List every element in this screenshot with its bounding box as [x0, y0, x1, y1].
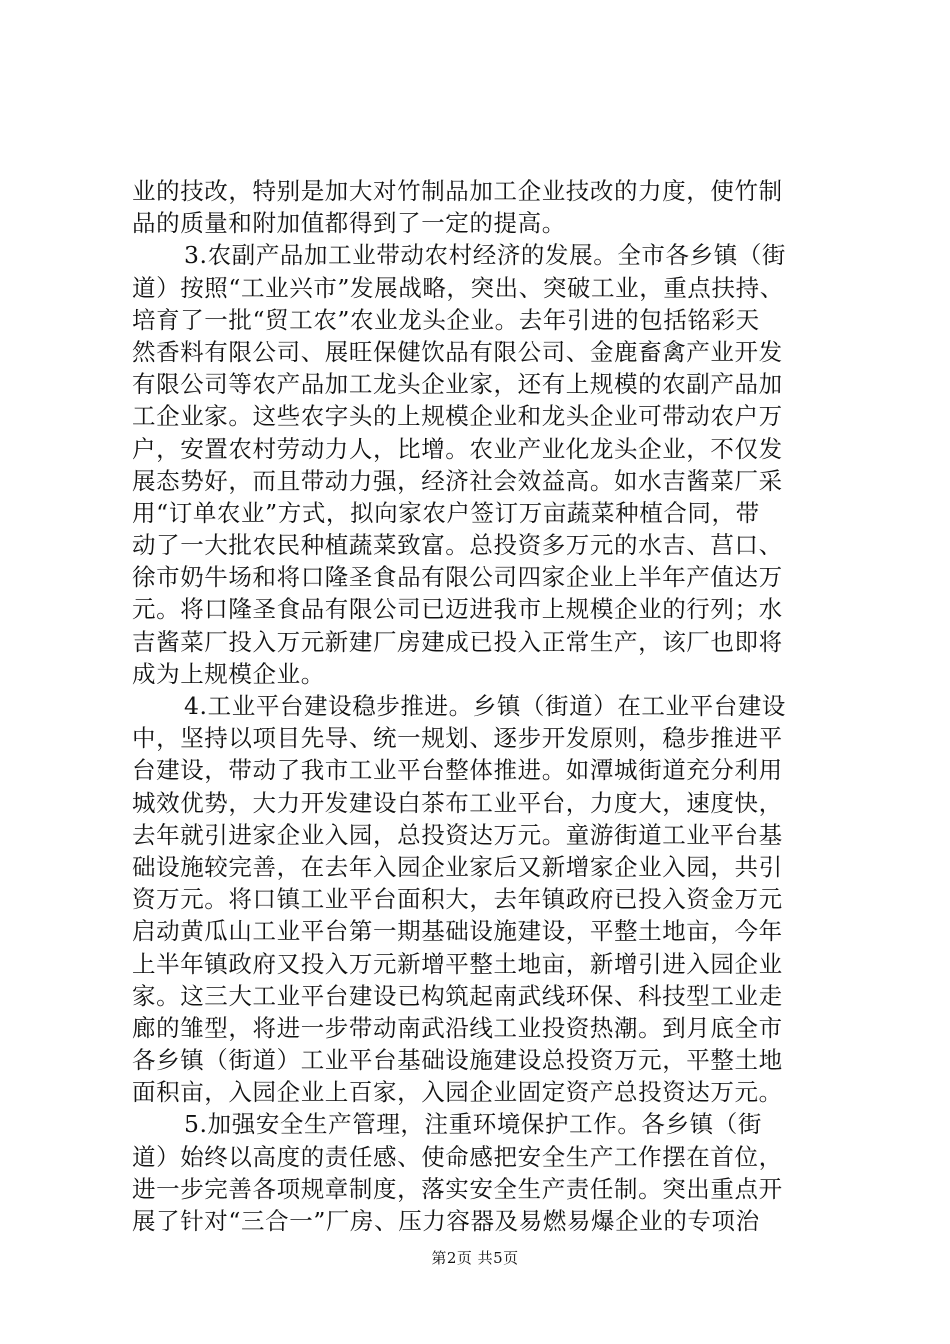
text-line: 础设施较完善，在去年入园企业家后又新增家企业入园，共引 — [132, 852, 783, 881]
text-line: 面积亩，入园企业上百家，入园企业固定资产总投资达万元。 — [132, 1078, 783, 1107]
paragraph-heading-3: 3.农副产品加工业带动农村经济的发展。全市各乡镇（街 — [184, 241, 787, 270]
text-line: 廊的雏型，将进一步带动南武沿线工业投资热潮。到月底全市 — [132, 1013, 783, 1042]
body-text — [132, 175, 832, 1237]
text-line: 中，坚持以项目先导、统一规划、逐步开发原则，稳步推进平 — [132, 724, 783, 753]
text-line: 动了一大批农民种植蔬菜致富。总投资多万元的水吉、莒口、 — [132, 531, 783, 560]
text-line: 上半年镇政府又投入万元新增平整土地亩，新增引进入园企业 — [132, 949, 783, 978]
text-line: 成为上规模企业。 — [132, 659, 325, 688]
text-line: 培育了一批“贸工农”农业龙头企业。去年引进的包括铭彩天 — [132, 305, 760, 334]
text-line: 城效优势，大力开发建设白茶布工业平台，力度大，速度快， — [132, 788, 783, 817]
text-line: 去年就引进家企业入园，总投资达万元。童游街道工业平台基 — [132, 820, 783, 849]
text-line: 元。将口隆圣食品有限公司已迈进我市上规模企业的行列；水 — [132, 595, 783, 624]
text-line: 然香料有限公司、展旺保健饮品有限公司、金鹿畜禽产业开发 — [132, 337, 783, 366]
text-line: 展态势好，而且带动力强，经济社会效益高。如水吉酱菜厂采 — [132, 466, 783, 495]
text-line: 徐市奶牛场和将口隆圣食品有限公司四家企业上半年产值达万 — [132, 563, 783, 592]
text-line: 道）始终以高度的责任感、使命感把安全生产工作摆在首位， — [132, 1142, 783, 1171]
text-line: 吉酱菜厂投入万元新建厂房建成已投入正常生产，该厂也即将 — [132, 627, 783, 656]
text-line: 启动黄瓜山工业平台第一期基础设施建设，平整土地亩，今年 — [132, 917, 783, 946]
page-number-label: 第2页 共5页 — [431, 1249, 519, 1267]
text-line: 用“订单农业”方式，拟向家农户签订万亩蔬菜种植合同，带 — [132, 498, 760, 527]
text-line: 业的技改，特别是加大对竹制品加工企业技改的力度，使竹制 — [132, 177, 783, 205]
paragraph-heading-4: 4.工业平台建设稳步推进。乡镇（街道）在工业平台建设 — [184, 692, 787, 720]
text-line: 道）按照“工业兴市”发展战略，突出、突破工业，重点扶持、 — [132, 273, 784, 302]
text-line: 资万元。将口镇工业平台面积大，去年镇政府已投入资金万元 — [132, 885, 783, 914]
text-line: 进一步完善各项规章制度，落实安全生产责任制。突出重点开 — [132, 1174, 783, 1203]
text-line: 有限公司等农产品加工龙头企业家，还有上规模的农副产品加 — [132, 370, 783, 399]
text-line: 户，安置农村劳动力人，比增。农业产业化龙头企业，不仅发 — [132, 434, 783, 463]
text-line: 品的质量和附加值都得到了一定的提高。 — [132, 209, 566, 238]
text-line: 展了针对“三合一”厂房、压力容器及易燃易爆企业的专项治 — [132, 1207, 760, 1235]
page-footer — [0, 1248, 950, 1268]
text-line: 家。这三大工业平台建设已构筑起南武线环保、科技型工业走 — [132, 981, 783, 1010]
text-line: 工企业家。这些农字头的上规模企业和龙头企业可带动农户万 — [132, 402, 783, 431]
text-line: 台建设，带动了我市工业平台整体推进。如潭城街道充分利用 — [132, 756, 783, 785]
paragraph-heading-5: 5.加强安全生产管理，注重环境保护工作。各乡镇（街 — [184, 1110, 762, 1139]
text-line: 各乡镇（街道）工业平台基础设施建设总投资万元，平整土地 — [132, 1046, 783, 1075]
